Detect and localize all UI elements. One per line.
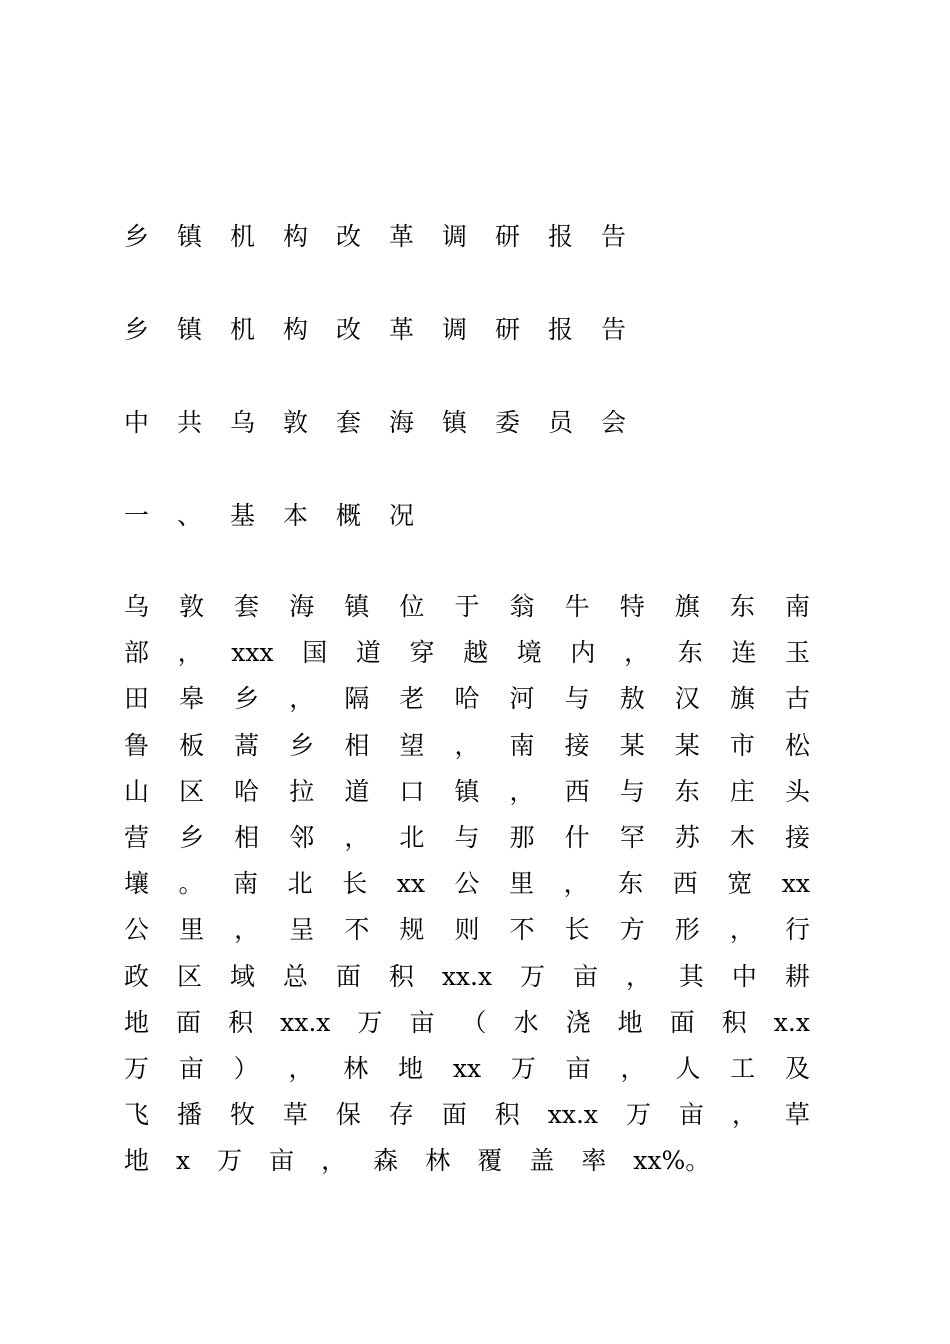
paragraph-token: 道	[344, 776, 370, 806]
paragraph-token: 西	[672, 869, 698, 899]
paragraph-token: 地	[398, 1053, 424, 1083]
paragraph-token: 亩	[572, 961, 598, 991]
paragraph-token: 积	[494, 1100, 520, 1130]
paragraph-token: ，	[509, 776, 535, 806]
paragraph-token: ，	[321, 1146, 347, 1176]
paragraph-token: 地	[617, 1007, 643, 1037]
paragraph-token: 鲁	[124, 730, 150, 760]
paragraph-token: 某	[619, 730, 645, 760]
paragraph-token: 区	[176, 961, 202, 991]
paragraph-token: 形	[674, 915, 700, 945]
paragraph-token: ，	[177, 638, 203, 668]
paragraph-token: 头	[784, 776, 810, 806]
paragraph-token: 内	[570, 638, 596, 668]
document-subtitle: 乡镇机构改革调研报告	[124, 315, 655, 344]
paragraph-token: 庄	[729, 776, 755, 806]
paragraph-token: 浇	[565, 1007, 591, 1037]
paragraph-token: 某	[674, 730, 700, 760]
paragraph-token: 与	[619, 776, 645, 806]
paragraph-token: 万	[510, 1053, 536, 1083]
paragraph-token: 哈	[234, 776, 260, 806]
paragraph-token: 长	[564, 915, 590, 945]
paragraph-token: 存	[388, 1100, 414, 1130]
paragraph-token: ）	[233, 1053, 259, 1083]
paragraph-token: 亩	[269, 1146, 295, 1176]
paragraph-token: 地	[124, 1007, 150, 1037]
paragraph-token: 东	[618, 869, 644, 899]
paragraph-line	[124, 962, 810, 1008]
paragraph-token: 亩	[409, 1007, 435, 1037]
paragraph-token: ，	[625, 961, 651, 991]
paragraph-token: 面	[176, 1007, 202, 1037]
paragraph-token: ，	[288, 1053, 314, 1083]
paragraph-token: x	[176, 1146, 191, 1176]
paragraph-token: 部	[124, 638, 150, 668]
paragraph-token: 西	[564, 776, 590, 806]
paragraph-token: 口	[399, 776, 425, 806]
paragraph-line	[124, 1054, 810, 1100]
paragraph-token: 乡	[179, 822, 205, 852]
paragraph-token: xx.x	[280, 1007, 331, 1037]
paragraph-token: 森	[373, 1146, 399, 1176]
paragraph-token: （	[461, 1007, 487, 1037]
paragraph-token: 板	[179, 730, 205, 760]
paragraph-token: 面	[669, 1007, 695, 1037]
paragraph-token: 哈	[454, 684, 480, 714]
paragraph-token: 位	[399, 592, 425, 621]
paragraph-token: 东	[674, 776, 700, 806]
paragraph-token: 域	[229, 961, 255, 991]
paragraph-token: xx	[396, 869, 425, 899]
paragraph-token: ，	[624, 638, 650, 668]
paragraph-token: 东	[677, 638, 703, 668]
paragraph-token: 覆	[477, 1146, 503, 1176]
paragraph-token: 老	[399, 684, 425, 714]
paragraph-token: ，	[344, 822, 370, 852]
paragraph-token: 北	[399, 822, 425, 852]
paragraph-token: 敖	[619, 684, 645, 714]
paragraph-token: 林	[425, 1146, 451, 1176]
paragraph-token: 不	[344, 915, 370, 945]
paragraph-token: ，	[454, 730, 480, 760]
paragraph-token: 积	[228, 1007, 254, 1037]
paragraph-token: 隔	[344, 684, 370, 714]
paragraph-token: 邻	[289, 822, 315, 852]
paragraph-token: 播	[176, 1100, 202, 1130]
paragraph-token: 镇	[454, 776, 480, 806]
document-author: 中共乌敦套海镇委员会	[124, 408, 655, 437]
paragraph-token: 古	[784, 684, 810, 714]
paragraph-token: 亩	[678, 1100, 704, 1130]
paragraph-token: ，	[234, 915, 260, 945]
paragraph-token: 皋	[179, 684, 205, 714]
paragraph-token: 人	[675, 1053, 701, 1083]
paragraph-token: 里	[509, 869, 535, 899]
paragraph-token: ，	[289, 684, 315, 714]
paragraph-token: 什	[564, 822, 590, 852]
paragraph-token: 万	[357, 1007, 383, 1037]
paragraph-token: ，	[731, 1100, 757, 1130]
paragraph-token: 拉	[289, 776, 315, 806]
paragraph-token: 旗	[674, 592, 700, 621]
section-heading: 一、基本概况	[124, 501, 443, 530]
paragraph-token: 北	[287, 869, 313, 899]
paragraph-line	[124, 1146, 810, 1192]
paragraph-token: 翁	[509, 592, 535, 621]
paragraph-token: 接	[784, 822, 810, 852]
paragraph-token: 区	[179, 776, 205, 806]
paragraph-token: 那	[509, 822, 535, 852]
paragraph-token: 行	[784, 915, 810, 945]
document-title: 乡镇机构改革调研报告	[124, 222, 655, 251]
paragraph-token: 牛	[564, 592, 590, 621]
paragraph-token: 中	[731, 961, 757, 991]
paragraph-token: 积	[721, 1007, 747, 1037]
paragraph-token: 东	[729, 592, 755, 621]
paragraph-token: xx	[781, 869, 810, 899]
paragraph-token: 南	[233, 869, 259, 899]
paragraph-token: ，	[729, 915, 755, 945]
paragraph-token: 营	[124, 822, 150, 852]
paragraph-line	[124, 638, 810, 684]
paragraph-token: 田	[124, 684, 150, 714]
paragraph-token: 里	[179, 915, 205, 945]
paragraph-token: 盖	[529, 1146, 555, 1176]
paragraph-token: 地	[124, 1146, 150, 1176]
paragraph-token: 乡	[289, 730, 315, 760]
paragraph-token: 万	[625, 1100, 651, 1130]
paragraph-token: 相	[344, 730, 370, 760]
paragraph-token: 草	[784, 1100, 810, 1130]
paragraph-token: 海	[289, 592, 315, 621]
paragraph-token: 亩	[178, 1053, 204, 1083]
paragraph-token: xx.x	[441, 961, 493, 991]
paragraph-token: 面	[335, 961, 361, 991]
paragraph-token: xx	[452, 1053, 482, 1083]
paragraph-token: 不	[509, 915, 535, 945]
paragraph-token: 玉	[784, 638, 810, 668]
paragraph-token: 规	[399, 915, 425, 945]
paragraph-line	[124, 1100, 810, 1146]
paragraph-token: 与	[454, 822, 480, 852]
paragraph-token: 国	[302, 638, 328, 668]
paragraph-token: 境	[516, 638, 542, 668]
paragraph-token: 亩	[565, 1053, 591, 1083]
paragraph-token: 率	[581, 1146, 607, 1176]
paragraph-line	[124, 592, 810, 638]
paragraph-token: 山	[124, 776, 150, 806]
paragraph-token: 方	[619, 915, 645, 945]
paragraph-token: 乡	[234, 684, 260, 714]
paragraph-token: 南	[509, 730, 535, 760]
paragraph-token: 其	[678, 961, 704, 991]
paragraph-token: xxx	[231, 638, 274, 668]
paragraph-token: 松	[784, 730, 810, 760]
paragraph-token: 工	[730, 1053, 756, 1083]
paragraph-token: 乌	[124, 592, 150, 621]
paragraph-token: 万	[520, 961, 546, 991]
paragraph-token: 特	[619, 592, 645, 621]
paragraph-token: 飞	[124, 1100, 150, 1130]
paragraph-token: 面	[441, 1100, 467, 1130]
paragraph-token: 。	[178, 869, 204, 899]
paragraph-token: 市	[729, 730, 755, 760]
paragraph-token: 套	[234, 592, 260, 621]
paragraph-token: 长	[342, 869, 368, 899]
paragraph-line	[124, 731, 810, 777]
paragraph-token: 汉	[674, 684, 700, 714]
paragraph-token: 接	[564, 730, 590, 760]
paragraph-token: 旗	[729, 684, 755, 714]
paragraph-token: 道	[355, 638, 381, 668]
paragraph-token: 总	[282, 961, 308, 991]
paragraph-token: 苏	[674, 822, 700, 852]
paragraph-token: 于	[454, 592, 480, 621]
paragraph-token: ，	[620, 1053, 646, 1083]
paragraph-token: 连	[731, 638, 757, 668]
paragraph-token: 罕	[619, 822, 645, 852]
paragraph-line	[124, 684, 810, 730]
paragraph-token: 积	[388, 961, 414, 991]
paragraph-token: 敦	[179, 592, 205, 621]
paragraph-token: 与	[564, 684, 590, 714]
paragraph-token: ，	[563, 869, 589, 899]
paragraph-token: 公	[454, 869, 480, 899]
paragraph-token: 万	[217, 1146, 243, 1176]
body-paragraph	[124, 592, 810, 1192]
paragraph-token: 木	[729, 822, 755, 852]
paragraph-token: 公	[124, 915, 150, 945]
paragraph-token: 南	[784, 592, 810, 621]
paragraph-token: 呈	[289, 915, 315, 945]
paragraph-token: 宽	[727, 869, 753, 899]
paragraph-token: 保	[335, 1100, 361, 1130]
paragraph-token: 及	[784, 1053, 810, 1083]
paragraph-token: 镇	[344, 592, 370, 621]
paragraph-token: 相	[234, 822, 260, 852]
paragraph-token: 政	[124, 961, 150, 991]
paragraph-token: 草	[282, 1100, 308, 1130]
paragraph-token: 牧	[229, 1100, 255, 1130]
paragraph-token: 壤	[124, 869, 150, 899]
paragraph-line	[124, 1008, 810, 1054]
paragraph-token: xx.x	[547, 1100, 598, 1130]
paragraph-line	[124, 823, 810, 869]
paragraph-token: 水	[513, 1007, 539, 1037]
paragraph-token: 望	[399, 730, 425, 760]
paragraph-line	[124, 915, 810, 961]
paragraph-token: 万	[124, 1053, 150, 1083]
paragraph-token: 穿	[409, 638, 435, 668]
paragraph-token: x.x	[773, 1007, 810, 1037]
paragraph-token: 河	[509, 684, 535, 714]
paragraph-token: 则	[454, 915, 480, 945]
paragraph-line	[124, 869, 810, 915]
paragraph-token: 蒿	[234, 730, 260, 760]
paragraph-token: 越	[463, 638, 489, 668]
paragraph-token: 耕	[784, 961, 810, 991]
paragraph-token: xx%。	[633, 1146, 711, 1176]
paragraph-token: 林	[343, 1053, 369, 1083]
paragraph-line	[124, 777, 810, 823]
